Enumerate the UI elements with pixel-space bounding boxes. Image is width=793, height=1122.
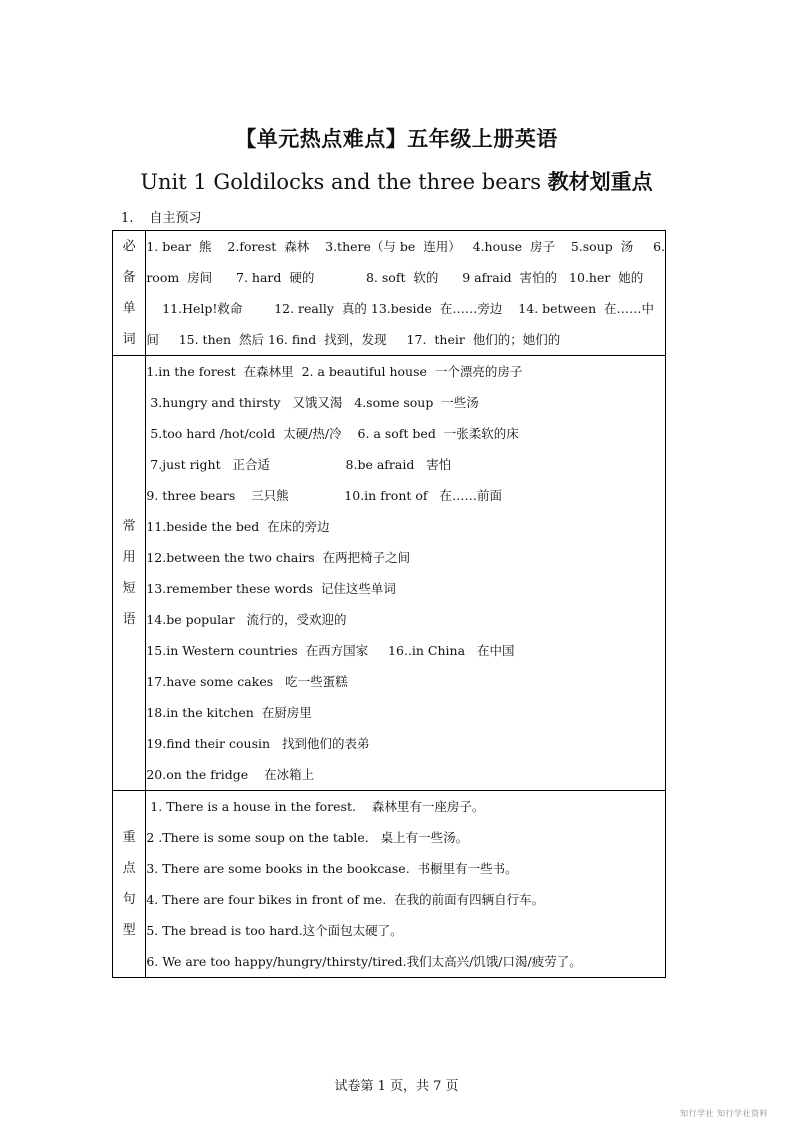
content-line: 1. There is a house in the forest. 森林里有一座房子。 [146, 799, 485, 814]
content-line: 2 .There is some soup on the table. 桌上有一些汤。 [146, 830, 469, 845]
category-char: 点 [122, 861, 136, 876]
content-line: 20.on the fridge 在冰箱上 [146, 767, 315, 782]
table-row-vocabulary [113, 231, 666, 356]
section-number: 1. [121, 211, 134, 226]
content-line: 间 15. then 然后 16. find 找到，发现 17. their 他们的；她们的 [146, 332, 561, 347]
section-label: 自主预习 [149, 211, 202, 226]
watermark: 知行学社 知行学社资料 [680, 1109, 769, 1118]
content-line: 18.in the kitchen 在厨房里 [146, 705, 312, 720]
content-cell [146, 791, 666, 978]
content-line: 9. three bears 三只熊 10.in front of 在……前面 [146, 488, 502, 503]
content-line: 1.in the forest 在森林里 2. a beautiful house 一个漂亮的房子 [146, 364, 523, 379]
category-char: 短 [122, 581, 136, 596]
content-cell [146, 231, 666, 356]
category-char: 重 [122, 830, 136, 845]
table-row-sentences [113, 791, 666, 978]
category-cell [113, 791, 146, 978]
content-line: 5.too hard /hot/cold 太硬/热/冷 6. a soft bed 一张柔软的床 [146, 426, 519, 441]
category-char: 句 [122, 892, 136, 907]
category-char: 词 [122, 332, 136, 347]
section-heading [121, 207, 202, 226]
content-line: 4. There are four bikes in front of me. 在我的前面有四辆自行车。 [146, 892, 545, 907]
study-table [112, 230, 666, 978]
category-char: 必 [122, 239, 136, 254]
content-cell [146, 356, 666, 791]
category-char: 型 [122, 923, 136, 938]
content-line: 5. The bread is too hard.这个面包太硬了。 [146, 923, 403, 938]
category-char: 单 [122, 301, 136, 316]
subtitle-english: Unit 1 Goldilocks and the three bears [140, 170, 541, 194]
document-title: 【单元热点难点】五年级上册英语 [235, 127, 558, 151]
table-row-phrases [113, 356, 666, 791]
category-char: 用 [122, 550, 136, 565]
content-line: room 房间 7. hard 硬的 8. soft 软的 9 afraid 害怕的 10.her 她的 [146, 270, 644, 285]
content-line: 15.in Western countries 在西方国家 16..in China 在中国 [146, 643, 515, 658]
content-line: 12.between the two chairs 在两把椅子之间 [146, 550, 411, 565]
subtitle-chinese: 教材划重点 [547, 170, 653, 194]
content-line: 6. We are too happy/hungry/thirsty/tired.我们太高兴/饥饿/口渴/疲劳了。 [146, 954, 582, 969]
category-char: 常 [122, 519, 136, 534]
category-char: 备 [122, 270, 136, 285]
content-line: 17.have some cakes 吃一些蛋糕 [146, 674, 348, 689]
content-line: 3. There are some books in the bookcase. 书橱里有一些书。 [146, 861, 518, 876]
content-line: 3.hungry and thirsty 又饿又渴 4.some soup 一些汤 [146, 395, 479, 410]
content-line: 1. bear 熊 2.forest 森林 3.there（与 be 连用） 4.house 房子 5.soup 汤 6. [146, 239, 665, 254]
document-subtitle [0, 166, 793, 196]
content-line: 7.just right 正合适 8.be afraid 害怕 [146, 457, 452, 472]
content-line: 11.beside the bed 在床的旁边 [146, 519, 330, 534]
content-line: 19.find their cousin 找到他们的表弟 [146, 736, 370, 751]
page-footer: 试卷第 1 页，共 7 页 [334, 1079, 459, 1094]
content-line: 11.Help!救命 12. really 真的 13.beside 在……旁边 14. between 在……中 [146, 301, 655, 316]
content-line: 14.be popular 流行的，受欢迎的 [146, 612, 347, 627]
category-char: 语 [122, 612, 136, 627]
category-cell [113, 231, 146, 356]
category-cell [113, 356, 146, 791]
content-line: 13.remember these words 记住这些单词 [146, 581, 396, 596]
